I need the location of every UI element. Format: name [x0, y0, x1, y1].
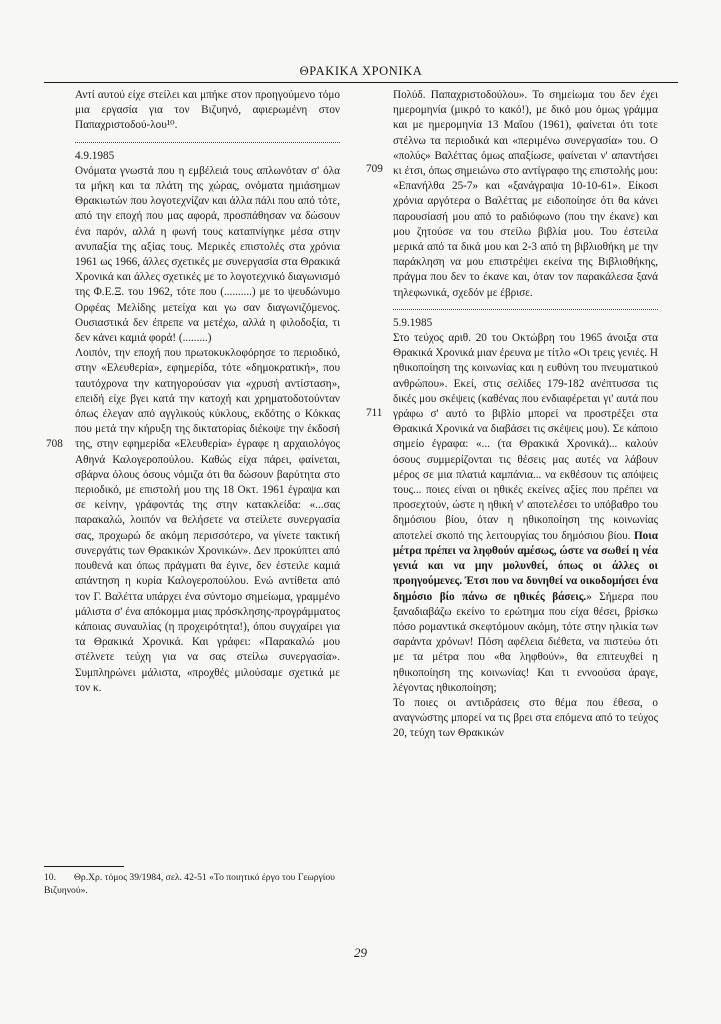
left-paragraph-2: Λοιπόν, την εποχή που πρωτοκυκλοφόρησε το περιοδικό, στην «Ελευθερία», εφημερίδα, τότε «δημοκρατική», που ταυτόχρονα την κατηγορούσαν για «χρυσή αντίσταση», επειδή είχε βγει κατά την κατοχή και χρηματοδοτούνταν όπως έλεγαν από αγγλικούς κύκλους, εκδότης ο Κόκκας που μετά την κήρυξη της δικτατορίας διέκοψε την έκδοσή της, στην εφημερίδα «Ελευθερία» έγραφε η αρχαιολόγος Αθηνά Καλογεροπούλου. Καθώς είχα πάρει, φαίνεται, σβάρνα όλους όσους νόμιζα ότι θα δώσουν βαρύτητα στο περιοδικό, με επιστολή μου της 18 Οκτ. 1961 έγραψα και σε κείνην, γράφοντάς της στην κατακλείδα: «...σας παρακαλώ, λοιπόν να θελήσετε να στείλετε συνεργασία σας, προχωρώ δε ακόμη περισσότερο, να γίνετε τακτική συνεργάτις των Θρακικών Χρονικών». Δεν προκύπτει από πουθενά και όπως πράγματι θα έγινε, δεν έστειλε καμιά απάντηση η κυρία Καλογεροπούλου. Ενώ αντίθετα από τον Γ. Βαλέττα υπάρχει ένα σύντομο σημείωμα, γραμμένο μάλιστα σ' ένα απόκομμα μιας πρόσκλησης-προγράμματος κάποιας συναυλίας (η προχειρότητα!), όπου συγχαίρει για τα Θρακικά Χρονικά. Και γράφει: «Παρακαλώ μου στέλνετε τεύχη για να σας στείλω συνεργασία». Συμπληρώνει μάλιστα, «προχθές μιλούσαμε σχετικά με τον κ. [75, 347, 340, 694]
dotted-separator [393, 309, 658, 310]
left-column [75, 88, 340, 696]
right-paragraph-2 [393, 331, 658, 696]
left-paragraph-1: Ονόματα γνωστά που η εμβέλειά τους απλωνόταν σ' όλα τα μήκη και τα πλάτη της χώρας, ονόματα ημιάσημων Θρακιωτών που λογοτεχνίζαν και άλλα πάλι που από τότε, από την εποχή που μας αφορά, προσπάθησαν να δώσουν ένα παρόν, αλλά η φωνή τους καταπνίγηκε μέσα στην ανυπαξία της αξίας τους. Μερικές επιστολές στα χρόνια 1961 ως 1966, άλλες σχετικές με συνεργασία στα Θρακικά Χρονικά και άλλες σχετικές με το λογοτεχνικό διαγωνισμό της Φ.Ε.Ξ. του 1962, τότε που (..........) με το ψευδώνυμο Ορφέας Μελίδης μετείχα και γω σαν διαγωνιζόμενος. Ουσιαστικά δεν έπρεπε να μετέχω, αλλά η φιλοδοξία, τι δεν κάνει καμιά φορά! (.........) [75, 164, 340, 345]
entry-date: 4.9.1985 [75, 149, 115, 162]
entry-date: 5.9.1985 [393, 316, 433, 329]
right-paragraph-3: Το ποιες οι αντιδράσεις στο θέμα που έθεσα, ο αναγνώστης μπορεί να τις βρει στα επόμενα από το τεύχος 20, τεύχη των Θρακικών [393, 696, 658, 740]
dotted-separator [75, 142, 340, 143]
footnote [44, 872, 340, 897]
right-paragraph-2-continuation: » Σήμερα που ξαναδιαβάζω εκείνο το ερώτημα που είχα θέσει, βρίσκω πόσο ρομαντικά σκεφτόμουν ακόμη, τότε στην ηλικία των σαράντα χρόνων! Πόση αφέλεια διέθετα, να πιστεύω ότι με τα μέτρα που «θα ληφθούν», θα επιτευχθεί η ηθικοποίηση της κοινωνίας! Και τι εννοούσα άραγε, λέγοντας ηθικοποίηση; [393, 590, 658, 694]
margin-number-709: 709 [366, 163, 383, 175]
right-column [393, 88, 658, 742]
page-number: 29 [354, 945, 367, 960]
footnote-text: Θρ.Χρ. τόμος 39/1984, σελ. 42-51 «Το ποιητικό έργο του Γεωργίου Βιζυηνού». [44, 872, 335, 896]
footnote-rule [44, 866, 124, 867]
right-paragraph-2-text: Στο τεύχος αριθ. 20 του Οκτώβρη του 1965 άνοιξα στα Θρακικά Χρονικά μιαν έρευνα με τίτλο «Οι τρεις γενιές. Η ηθικοποίηση της κοινωνίας και η ευθύνη του πνευματικού ανθρώπου». Εκεί, στις σελίδες 179-182 ανέπτυσσα τις δικές μου σκέψεις (καθένας που ενδιαφέρεται γι' αυτά που γράφω σ' αυτό το βιβλίο μπορεί να προστρέξει στα Θρακικά Χρονικά να διαβάσει τις σκέψεις μου). Σε κάποιο σημείο έγραφα: «... (τα Θρακικά Χρονικά)... καλούν όσους συμμερίζονται τις θέσεις μας αυτές να λάβουν μέρος σε μια πλατιά καμπάνια... να εκθέσουν τις απόψεις τους... ποιες είναι οι ηθικές εκείνες αξίες που πρέπει να προσεχτούν, ώστε η ηθική ν' αποτελέσει το υπόβαθρο του δημόσιου βίου, όταν η ηθικοποίηση της κοινωνίας αποτελεί σκοπό της λειτουργίας του δημόσιου βίου. [393, 332, 658, 542]
margin-number-708: 708 [46, 438, 63, 450]
margin-number-711: 711 [366, 407, 383, 419]
right-paragraph-2-bold-quote: Ποια μέτρα πρέπει να ληφθούν αμέσως, ώστε να σωθεί η νέα γενιά και να μην μολυνθεί, όπως οι άλλες οι προηγούμενες. Έτσι που να δυνηθεί να οικοδομήσει ένα δημόσιο βίο πάνω σε ηθικές βάσεις. [393, 529, 658, 603]
left-intro-paragraph: Αντί αυτού είχε στείλει και μπήκε στον προηγούμενο τόμο μια εργασία για τον Βιζυηνό, αφιερωμένη στον Παπαχριστοδού-λου¹⁰. [75, 89, 340, 132]
right-paragraph-1: Πολύδ. Παπαχριστοδούλου». Το σημείωμα του δεν έχει ημερομηνία (μικρό το κακό!), με δικό μου όμως γράμμα και με ημερομηνία 13 Μαΐου (1961), φαίνεται ότι τοτε στέλνω τα περιοδικά και «περιμένω συνεργασία» του. Ο «πολύς» Βαλέττας όμως απαξίωσε, φαίνεται ν' απαντήσει κι έτσι, όπως σημειώνω στο αντίγραφο της επιστολής μου: «Επανήλθα 25-7» και «ξανάγραψα 10-10-61». Είκοσι χρόνια αργότερα ο Βαλέττας με ειδοποίησε ότι θα κάνει παρουσίασή μου από το ραδιόφωνο (που την έκανε) και μου ζητούσε να του στείλω βιβλία μου. Του έστειλα μερικά από τα δικά μου και 2-3 από τη βιβλιοθήκη με την παράκληση να μου επιστρέψει εκείνα της Βιβλιοθήκης, πράγμα που δεν το έκανε και, όταν τον παρακάλεσα ξανά τηλεφωνικά, σχεδόν με έβρισε. [393, 89, 658, 299]
running-header: ΘΡΑΚΙΚΑ ΧΡΟΝΙΚΑ [44, 64, 678, 83]
footnote-number: 10. [44, 872, 56, 883]
